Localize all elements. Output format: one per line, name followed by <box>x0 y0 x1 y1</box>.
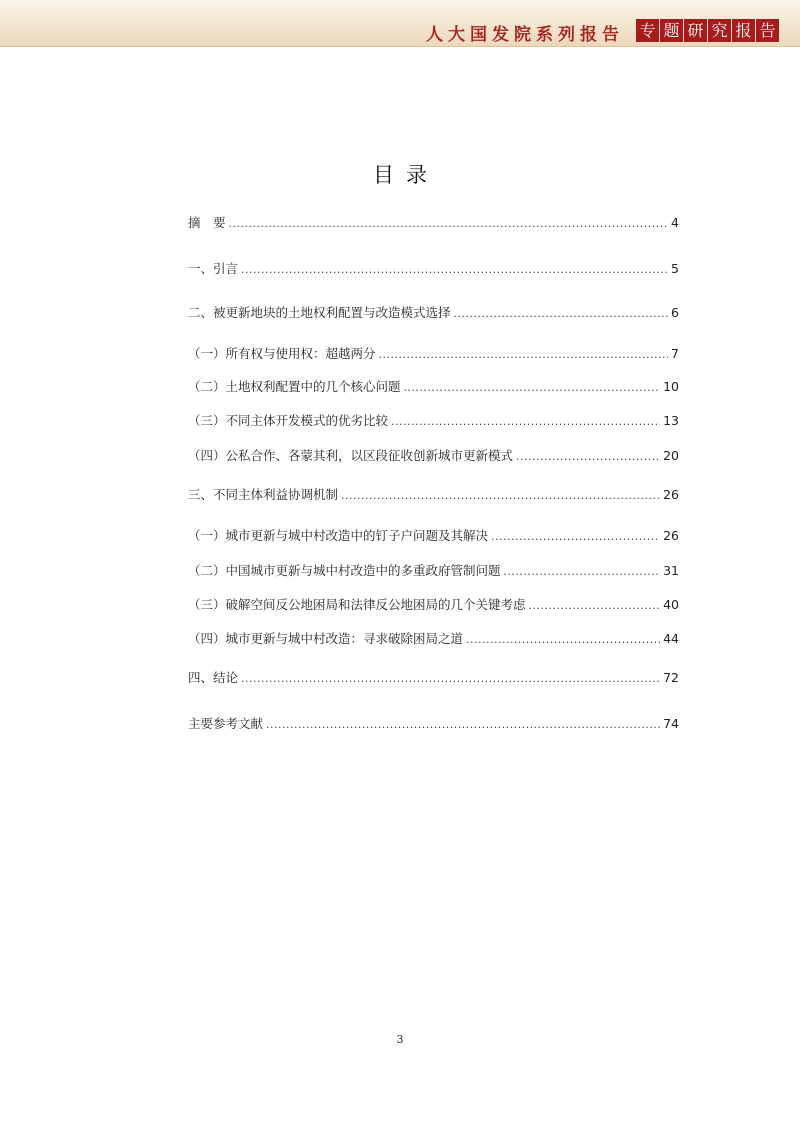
toc-dot-leader <box>241 261 668 279</box>
report-tag-char: 研 <box>684 19 707 42</box>
toc-dot-leader <box>229 215 669 233</box>
report-tag-char: 报 <box>732 19 755 42</box>
toc-dot-leader <box>491 528 660 546</box>
toc-entry-page: 6 <box>671 305 679 320</box>
toc-dot-leader <box>516 448 660 466</box>
report-type-tag <box>636 19 780 42</box>
toc-entry-page: 10 <box>663 379 679 394</box>
report-tag-char: 题 <box>660 19 683 42</box>
toc-entry-page: 72 <box>663 670 679 685</box>
toc-entry-label: 主要参考文献 <box>188 716 264 731</box>
toc-entry-label: （三）不同主体开发模式的优劣比较 <box>188 413 389 428</box>
toc-entry[interactable] <box>188 596 679 615</box>
toc-entry[interactable] <box>188 447 679 466</box>
report-tag-char: 专 <box>636 19 659 42</box>
toc-entry-label: 摘 要 <box>188 215 226 230</box>
toc-entry-page: 5 <box>671 261 679 276</box>
toc-entry-page: 40 <box>663 597 679 612</box>
toc-entry-page: 31 <box>663 563 679 578</box>
toc-dot-leader <box>529 597 661 615</box>
toc-entry[interactable] <box>188 214 679 233</box>
toc-entry-page: 26 <box>663 487 679 502</box>
toc-entry[interactable] <box>188 304 679 323</box>
report-tag-char: 告 <box>756 19 779 42</box>
toc-entry[interactable] <box>188 669 679 688</box>
toc-entry-label: （一）城市更新与城中村改造中的钉子户问题及其解决 <box>188 528 489 543</box>
toc-entry-label: （二）中国城市更新与城中村改造中的多重政府管制问题 <box>188 563 501 578</box>
toc-entry-page: 7 <box>671 346 679 361</box>
toc-entry[interactable] <box>188 378 679 397</box>
report-tag-char: 究 <box>708 19 731 42</box>
toc-entry-label: 一、引言 <box>188 261 239 276</box>
toc-entry-page: 13 <box>663 413 679 428</box>
toc-entry-page: 44 <box>663 631 679 646</box>
toc-dot-leader <box>241 670 660 688</box>
toc-entry-page: 74 <box>663 716 679 731</box>
toc-entry[interactable] <box>188 486 679 505</box>
toc-dot-leader <box>379 346 669 364</box>
toc-title: 目录 <box>373 163 439 187</box>
toc-entry-label: 四、结论 <box>188 670 239 685</box>
toc-dot-leader <box>391 413 660 431</box>
toc-entry[interactable] <box>188 715 679 734</box>
page-number: 3 <box>396 1033 404 1046</box>
toc-dot-leader <box>266 716 660 734</box>
toc-entry-label: 二、被更新地块的土地权利配置与改造模式选择 <box>188 305 451 320</box>
series-title: 人大国发院系列报告 <box>426 25 624 45</box>
toc-entry[interactable] <box>188 562 679 581</box>
toc-dot-leader <box>454 305 669 323</box>
toc-entry-page: 20 <box>663 448 679 463</box>
toc-entry-label: （三）破解空间反公地困局和法律反公地困局的几个关键考虑 <box>188 597 526 612</box>
toc-entry[interactable] <box>188 345 679 364</box>
toc-entry[interactable] <box>188 260 679 279</box>
toc-dot-leader <box>504 563 661 581</box>
toc-entry-page: 26 <box>663 528 679 543</box>
toc-entry-label: （四）公私合作、各蒙其利，以区段征收创新城市更新模式 <box>188 448 514 463</box>
toc-dot-leader <box>466 631 660 649</box>
toc-entry-label: （四）城市更新与城中村改造：寻求破除困局之道 <box>188 631 464 646</box>
toc-entry-label: 三、不同主体利益协调机制 <box>188 487 339 502</box>
toc-entry[interactable] <box>188 527 679 546</box>
toc-entry-label: （一）所有权与使用权：超越两分 <box>188 346 376 361</box>
toc-entry-label: （二）土地权利配置中的几个核心问题 <box>188 379 401 394</box>
toc-dot-leader <box>404 379 661 397</box>
toc-entry[interactable] <box>188 412 679 431</box>
toc-entry-page: 4 <box>671 215 679 230</box>
toc-entry[interactable] <box>188 630 679 649</box>
toc-dot-leader <box>341 487 660 505</box>
